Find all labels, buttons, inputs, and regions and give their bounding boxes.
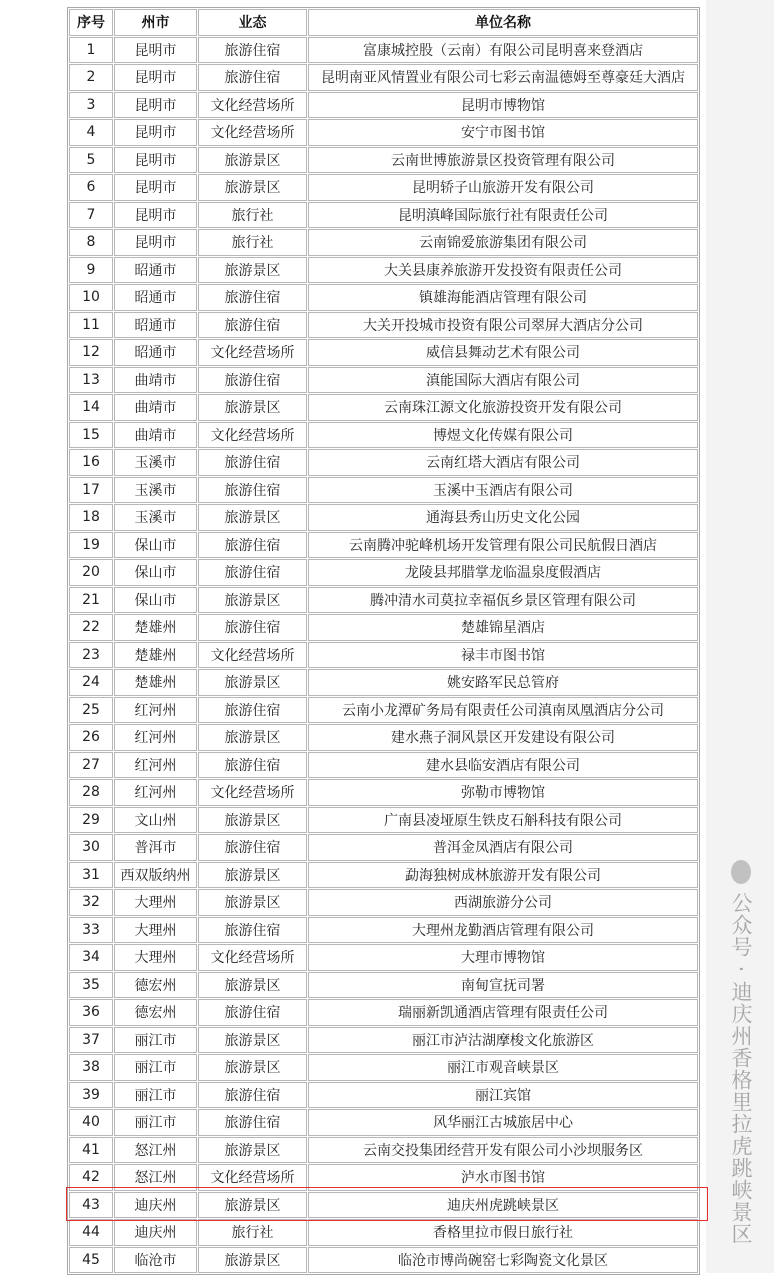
cell-unit-name: 龙陵县邦腊掌龙临温泉度假酒店 [308,559,698,586]
cell-city: 昆明市 [114,147,197,174]
cell-unit-name: 昆明市博物馆 [308,92,698,119]
cell-index: 35 [69,972,113,999]
table-row [69,1137,698,1164]
cell-index: 18 [69,504,113,531]
cell-category: 旅游景区 [198,1137,307,1164]
cell-unit-name: 云南交投集团经营开发有限公司小沙坝服务区 [308,1137,698,1164]
cell-unit-name: 玉溪中玉酒店有限公司 [308,477,698,504]
cell-index: 29 [69,807,113,834]
cell-category: 文化经营场所 [198,642,307,669]
cell-unit-name: 姚安路军民总管府 [308,669,698,696]
cell-category: 旅游住宿 [198,532,307,559]
table-row [69,1109,698,1136]
cell-city: 昭通市 [114,339,197,366]
cell-index: 25 [69,697,113,724]
table-row [69,999,698,1026]
cell-unit-name: 楚雄锦星酒店 [308,614,698,641]
cell-city: 玉溪市 [114,477,197,504]
cell-unit-name: 丽江宾馆 [308,1082,698,1109]
table-body [69,37,698,1274]
table-row [69,119,698,146]
cell-unit-name: 昆明南亚风情置业有限公司七彩云南温德姆至尊豪廷大酒店 [308,64,698,91]
cell-category: 旅游景区 [198,394,307,421]
cell-unit-name: 丽江市泸沽湖摩梭文化旅游区 [308,1027,698,1054]
table-row [69,367,698,394]
cell-index: 16 [69,449,113,476]
table-row [69,1192,698,1219]
table-row [69,559,698,586]
table-row [69,257,698,284]
cell-city: 保山市 [114,559,197,586]
cell-city: 昆明市 [114,119,197,146]
cell-category: 旅游住宿 [198,559,307,586]
cell-category: 文化经营场所 [198,339,307,366]
table-row [69,312,698,339]
cell-unit-name: 大理州龙勤酒店管理有限公司 [308,917,698,944]
cell-category: 旅游住宿 [198,752,307,779]
cell-index: 12 [69,339,113,366]
cell-index: 32 [69,889,113,916]
cell-category: 旅游住宿 [198,917,307,944]
cell-category: 旅游住宿 [198,1082,307,1109]
cell-city: 丽江市 [114,1082,197,1109]
table-row [69,532,698,559]
cell-unit-name: 云南腾冲驼峰机场开发管理有限公司民航假日酒店 [308,532,698,559]
cell-category: 旅游景区 [198,669,307,696]
header-city: 州市 [114,9,197,36]
cell-unit-name: 博煜文化传媒有限公司 [308,422,698,449]
table-row [69,587,698,614]
cell-city: 丽江市 [114,1054,197,1081]
cell-index: 30 [69,834,113,861]
table-row [69,697,698,724]
table-row [69,779,698,806]
table-row [69,477,698,504]
cell-category: 旅游景区 [198,972,307,999]
header-index: 序号 [69,9,113,36]
table-row [69,614,698,641]
cell-index: 5 [69,147,113,174]
wechat-icon [731,860,751,884]
cell-unit-name: 安宁市图书馆 [308,119,698,146]
cell-city: 昆明市 [114,174,197,201]
cell-city: 丽江市 [114,1109,197,1136]
cell-unit-name: 昆明滇峰国际旅行社有限责任公司 [308,202,698,229]
cell-index: 19 [69,532,113,559]
cell-unit-name: 瑞丽新凯通酒店管理有限责任公司 [308,999,698,1026]
cell-city: 昆明市 [114,37,197,64]
cell-unit-name: 富康城控股（云南）有限公司昆明喜来登酒店 [308,37,698,64]
cell-index: 11 [69,312,113,339]
cell-index: 42 [69,1164,113,1191]
cell-unit-name: 镇雄海能酒店管理有限公司 [308,284,698,311]
cell-unit-name: 南甸宣抚司署 [308,972,698,999]
cell-index: 39 [69,1082,113,1109]
cell-category: 旅游住宿 [198,284,307,311]
table-row [69,944,698,971]
cell-index: 40 [69,1109,113,1136]
cell-index: 34 [69,944,113,971]
table-row [69,64,698,91]
header-category: 业态 [198,9,307,36]
cell-category: 旅游住宿 [198,697,307,724]
table-row [69,37,698,64]
cell-city: 曲靖市 [114,394,197,421]
cell-category: 旅游景区 [198,1192,307,1219]
cell-city: 丽江市 [114,1027,197,1054]
cell-city: 昆明市 [114,92,197,119]
cell-city: 玉溪市 [114,504,197,531]
unit-list-table [67,7,700,1275]
cell-category: 旅游景区 [198,1027,307,1054]
cell-city: 德宏州 [114,999,197,1026]
cell-unit-name: 风华丽江古城旅居中心 [308,1109,698,1136]
cell-category: 旅游景区 [198,504,307,531]
cell-index: 23 [69,642,113,669]
cell-index: 20 [69,559,113,586]
cell-category: 文化经营场所 [198,422,307,449]
cell-city: 昭通市 [114,312,197,339]
table-row [69,1027,698,1054]
cell-category: 旅行社 [198,202,307,229]
cell-category: 旅游住宿 [198,614,307,641]
cell-category: 旅游住宿 [198,64,307,91]
cell-index: 15 [69,422,113,449]
table-row [69,339,698,366]
cell-city: 大理州 [114,889,197,916]
cell-unit-name: 通海县秀山历史文化公园 [308,504,698,531]
cell-category: 旅游景区 [198,724,307,751]
cell-index: 24 [69,669,113,696]
cell-city: 昭通市 [114,284,197,311]
table-row [69,834,698,861]
table-row [69,972,698,999]
cell-index: 1 [69,37,113,64]
cell-index: 13 [69,367,113,394]
table-row [69,449,698,476]
table-row [69,202,698,229]
cell-city: 怒江州 [114,1137,197,1164]
cell-index: 14 [69,394,113,421]
cell-index: 45 [69,1247,113,1274]
cell-unit-name: 广南县凌垭原生铁皮石斛科技有限公司 [308,807,698,834]
cell-category: 旅游景区 [198,257,307,284]
cell-city: 红河州 [114,779,197,806]
cell-city: 曲靖市 [114,367,197,394]
cell-unit-name: 云南世博旅游景区投资管理有限公司 [308,147,698,174]
cell-index: 28 [69,779,113,806]
cell-category: 旅游住宿 [198,37,307,64]
cell-unit-name: 临沧市博尚碗窑七彩陶瓷文化景区 [308,1247,698,1274]
cell-city: 西双版纳州 [114,862,197,889]
cell-city: 临沧市 [114,1247,197,1274]
cell-unit-name: 云南小龙潭矿务局有限责任公司滇南凤凰酒店分公司 [308,697,698,724]
cell-city: 保山市 [114,587,197,614]
cell-category: 旅行社 [198,1219,307,1246]
cell-index: 17 [69,477,113,504]
cell-category: 旅游住宿 [198,312,307,339]
cell-unit-name: 香格里拉市假日旅行社 [308,1219,698,1246]
table-row [69,422,698,449]
cell-index: 38 [69,1054,113,1081]
cell-unit-name: 云南锦爱旅游集团有限公司 [308,229,698,256]
cell-index: 26 [69,724,113,751]
cell-category: 旅游住宿 [198,834,307,861]
cell-category: 旅游住宿 [198,1109,307,1136]
cell-unit-name: 腾冲清水司莫拉幸福佤乡景区管理有限公司 [308,587,698,614]
table-row [69,284,698,311]
cell-city: 文山州 [114,807,197,834]
cell-index: 31 [69,862,113,889]
cell-index: 33 [69,917,113,944]
cell-unit-name: 威信县舞动艺术有限公司 [308,339,698,366]
cell-index: 6 [69,174,113,201]
cell-category: 旅游景区 [198,1054,307,1081]
cell-category: 文化经营场所 [198,92,307,119]
table-header-row [69,9,698,36]
cell-index: 4 [69,119,113,146]
cell-unit-name: 建水县临安酒店有限公司 [308,752,698,779]
table-row [69,724,698,751]
cell-city: 昭通市 [114,257,197,284]
cell-index: 22 [69,614,113,641]
watermark-text: 公众号 · 迪庆州香格里拉虎跳峡景区 [729,892,753,1246]
cell-unit-name: 云南红塔大酒店有限公司 [308,449,698,476]
cell-category: 文化经营场所 [198,1164,307,1191]
cell-index: 2 [69,64,113,91]
cell-city: 昆明市 [114,229,197,256]
cell-category: 旅游景区 [198,889,307,916]
cell-city: 红河州 [114,724,197,751]
cell-category: 旅行社 [198,229,307,256]
table-row [69,394,698,421]
cell-city: 怒江州 [114,1164,197,1191]
cell-index: 37 [69,1027,113,1054]
cell-index: 21 [69,587,113,614]
cell-unit-name: 云南珠江源文化旅游投资开发有限公司 [308,394,698,421]
cell-city: 楚雄州 [114,614,197,641]
cell-city: 保山市 [114,532,197,559]
table-row [69,917,698,944]
cell-unit-name: 建水燕子洞风景区开发建设有限公司 [308,724,698,751]
table-row [69,504,698,531]
table-row [69,889,698,916]
cell-city: 迪庆州 [114,1192,197,1219]
cell-index: 27 [69,752,113,779]
cell-city: 楚雄州 [114,642,197,669]
cell-index: 9 [69,257,113,284]
cell-unit-name: 禄丰市图书馆 [308,642,698,669]
cell-index: 7 [69,202,113,229]
cell-category: 文化经营场所 [198,944,307,971]
table-row [69,1247,698,1274]
cell-unit-name: 滇能国际大酒店有限公司 [308,367,698,394]
watermark [726,860,756,1245]
table-row [69,862,698,889]
table-row [69,1164,698,1191]
table-row [69,92,698,119]
cell-city: 大理州 [114,944,197,971]
cell-unit-name: 普洱金凤酒店有限公司 [308,834,698,861]
cell-index: 44 [69,1219,113,1246]
table-row [69,1082,698,1109]
cell-city: 红河州 [114,752,197,779]
table-row [69,807,698,834]
cell-city: 红河州 [114,697,197,724]
table-row [69,147,698,174]
cell-index: 8 [69,229,113,256]
cell-city: 昆明市 [114,64,197,91]
cell-index: 36 [69,999,113,1026]
cell-unit-name: 迪庆州虎跳峡景区 [308,1192,698,1219]
cell-category: 文化经营场所 [198,119,307,146]
cell-category: 旅游住宿 [198,477,307,504]
cell-unit-name: 勐海独树成林旅游开发有限公司 [308,862,698,889]
cell-city: 德宏州 [114,972,197,999]
cell-unit-name: 大关县康养旅游开发投资有限责任公司 [308,257,698,284]
cell-city: 迪庆州 [114,1219,197,1246]
cell-city: 普洱市 [114,834,197,861]
cell-unit-name: 昆明轿子山旅游开发有限公司 [308,174,698,201]
table-row [69,1054,698,1081]
cell-city: 昆明市 [114,202,197,229]
cell-index: 43 [69,1192,113,1219]
cell-category: 旅游住宿 [198,999,307,1026]
cell-unit-name: 泸水市图书馆 [308,1164,698,1191]
cell-category: 旅游景区 [198,862,307,889]
cell-category: 旅游景区 [198,807,307,834]
cell-unit-name: 西湖旅游分公司 [308,889,698,916]
cell-category: 旅游住宿 [198,367,307,394]
cell-unit-name: 大关开投城市投资有限公司翠屏大酒店分公司 [308,312,698,339]
cell-city: 曲靖市 [114,422,197,449]
table-row [69,229,698,256]
cell-index: 41 [69,1137,113,1164]
cell-category: 旅游景区 [198,147,307,174]
cell-unit-name: 弥勒市博物馆 [308,779,698,806]
cell-index: 10 [69,284,113,311]
cell-city: 楚雄州 [114,669,197,696]
table-row [69,752,698,779]
cell-city: 玉溪市 [114,449,197,476]
cell-index: 3 [69,92,113,119]
header-unit-name: 单位名称 [308,9,698,36]
cell-category: 文化经营场所 [198,779,307,806]
cell-category: 旅游住宿 [198,449,307,476]
table-row [69,1219,698,1246]
table-row [69,174,698,201]
cell-unit-name: 大理市博物馆 [308,944,698,971]
cell-unit-name: 丽江市观音峡景区 [308,1054,698,1081]
cell-category: 旅游景区 [198,1247,307,1274]
cell-city: 大理州 [114,917,197,944]
cell-category: 旅游景区 [198,174,307,201]
cell-category: 旅游景区 [198,587,307,614]
table-row [69,642,698,669]
table-row [69,669,698,696]
